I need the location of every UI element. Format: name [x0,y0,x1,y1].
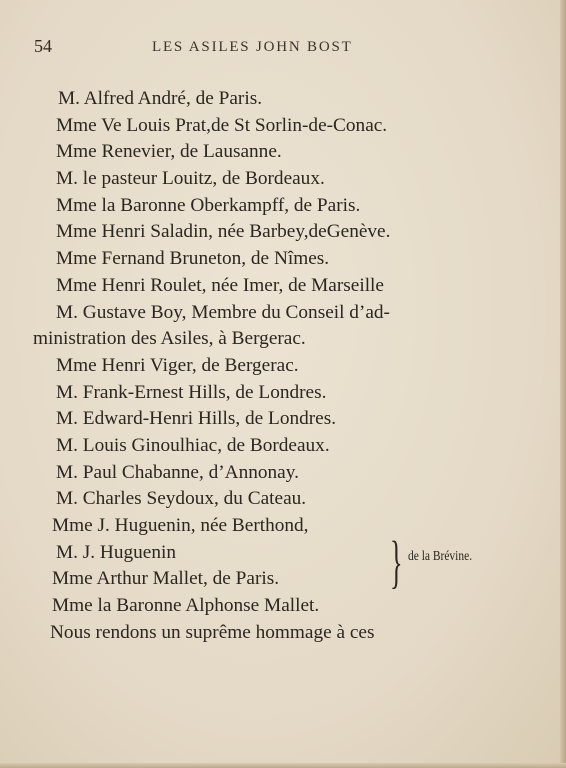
text-line [0,513,566,540]
text-line [0,433,566,460]
text-line [0,566,566,593]
running-title: LES ASILES JOHN BOST [152,39,353,55]
text-line-content: Mme la Baronne Alphonse Mallet. [52,595,320,617]
text-line-content: M. Louis Ginoulhiac, de Bordeaux. [56,434,330,456]
text-line [0,486,566,513]
text-line-content: ministration des Asiles, à Bergerac. [33,328,306,350]
text-line [0,86,566,113]
bracket-label: de la Brévine. [408,549,473,564]
text-line [0,593,566,620]
text-line [0,139,566,166]
text-line-content: M. Frank-Ernest Hills, de Londres. [56,381,327,403]
text-line-content: Mme Fernand Bruneton, de Nîmes. [56,248,330,270]
text-line [0,273,566,300]
text-line-content: Mme Henri Roulet, née Imer, de Marseille [56,274,384,296]
text-line-content: M. Gustave Boy, Membre du Conseil d’ad- [56,301,390,323]
body-text [0,86,566,646]
text-line-content: M. Edward-Henri Hills, de Londres. [56,408,337,430]
text-line-content: M. Charles Seydoux, du Cateau. [56,488,307,510]
text-line-content: Nous rendons un suprême hommage à ces [50,621,375,643]
text-line [0,380,566,407]
text-line-content: Mme Arthur Mallet, de Paris. [52,568,280,590]
text-line [0,406,566,433]
text-line [0,166,566,193]
text-line-content: Mme J. Huguenin, née Berthond, [52,515,309,536]
text-line-content: Mme Ve Louis Prat,de St Sorlin-de-Conac. [56,114,388,136]
text-line-content: M. Alfred André, de Paris. [58,88,263,109]
text-line-content: M. Paul Chabanne, d’Annonay. [56,461,299,483]
text-line [0,300,566,327]
text-line-content: Mme Henri Viger, de Bergerac. [56,354,299,376]
page-bottom-shadow [0,763,566,768]
text-line-content: Mme Henri Saladin, née Barbey,deGenève. [56,221,391,243]
text-line [0,193,566,220]
brace-icon: } [390,529,403,594]
text-line [0,353,566,380]
text-line-content: M. le pasteur Louitz, de Bordeaux. [56,168,325,190]
text-line-content: Mme Renevier, de Lausanne. [56,141,282,163]
text-line [0,460,566,487]
page-number: 54 [34,36,52,56]
text-line [0,620,566,647]
page-header [0,34,566,58]
text-line [0,246,566,273]
text-line [0,326,566,353]
text-line [0,113,566,140]
text-line [0,219,566,246]
text-line-content: M. J. Huguenin [56,541,176,563]
text-line [0,540,566,567]
text-line-content: Mme la Baronne Oberkampff, de Paris. [56,194,361,216]
